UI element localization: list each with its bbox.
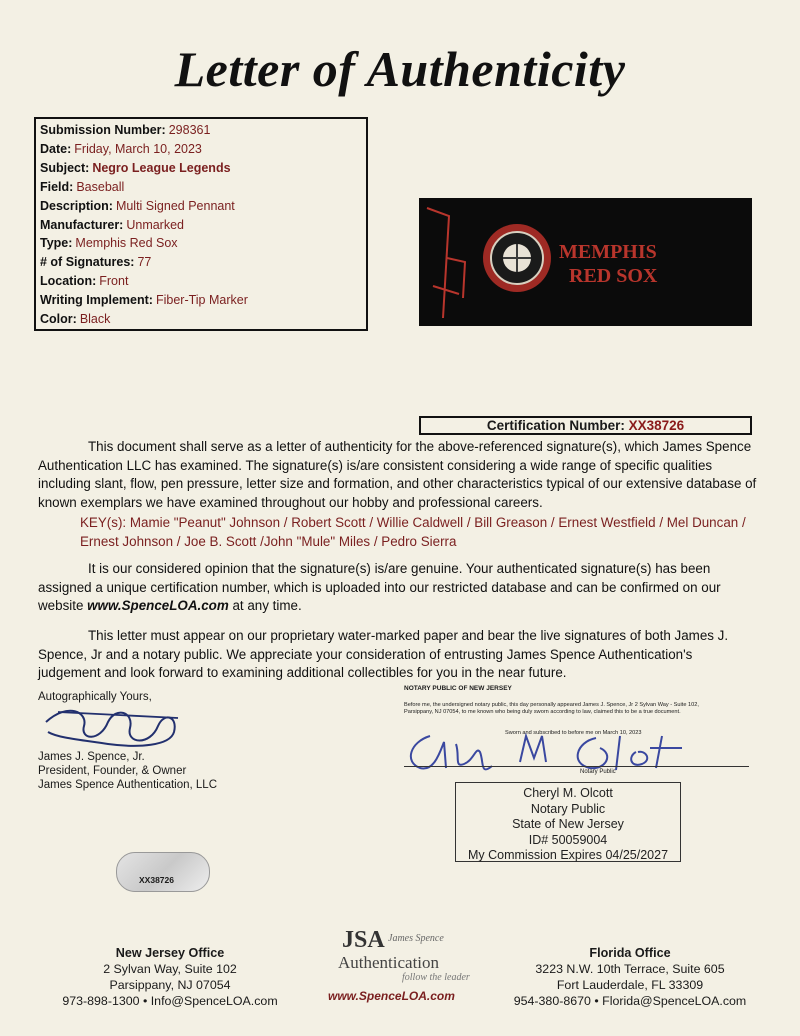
detail-label: Description: — [40, 198, 113, 213]
signature-keys: KEY(s): Mamie "Peanut" Johnson / Robert Scott / Willie Caldwell / Bill Greason / Ernest Westfield / Mel Duncan / Ernest Johnson / Joe B. Scott /John "Mule" Miles / Pedro Sierra — [80, 515, 746, 549]
stamp-line: Notary Public — [530, 801, 606, 816]
paragraph-1: This document shall serve as a letter of authenticity for the above-referenced signature(s), which James Spence Authentication LLC has examined. The signature(s) is/are consistent considering a wide range of specific qualities including slant, flow, pen pressure, letter size and formation, and other characteristics typical of our extensive database of known exemplars we have examined throughout our hobby and professional careers. — [38, 439, 757, 510]
detail-value: Front — [99, 274, 129, 289]
fl-office-heading: Florida Office — [589, 946, 671, 960]
pennant-image — [419, 198, 752, 326]
detail-label: Subject: — [40, 160, 90, 175]
stamp-line: Cheryl M. Olcott — [523, 786, 613, 800]
signer-name: James J. Spence, Jr. — [38, 751, 145, 763]
detail-row — [40, 291, 362, 310]
nj-office-contact: 973-898-1300 • Info@SpenceLOA.com — [62, 994, 278, 1008]
fl-office-block — [510, 945, 750, 1009]
detail-value: Black — [79, 312, 111, 327]
nj-office-line: Parsippany, NJ 07054 — [109, 978, 231, 992]
detail-label: Field: — [40, 179, 74, 194]
logo-url: www.SpenceLOA.com — [328, 989, 455, 1003]
fl-office-line: 3223 N.W. 10th Terrace, Suite 605 — [535, 962, 725, 976]
logo-james-spence-text: James Spence — [388, 933, 444, 944]
spence-signature-block — [38, 690, 218, 791]
detail-label: Submission Number: — [40, 123, 166, 137]
logo-tagline: follow the leader — [402, 972, 470, 983]
notary-sworn-text: Sworn and subscribed to before me on March 10, 2023 — [505, 730, 642, 736]
fl-office-line: Fort Lauderdale, FL 33309 — [556, 978, 704, 992]
submission-details-box — [34, 117, 368, 331]
certification-number-box — [419, 416, 752, 435]
page-title: Letter of Authenticity — [174, 41, 626, 97]
detail-label: Date: — [40, 141, 72, 156]
spence-signature-image — [38, 692, 198, 752]
detail-label: Writing Implement: — [40, 293, 153, 308]
jsa-logo — [318, 925, 478, 1015]
nj-office-line: 2 Sylvan Way, Suite 102 — [103, 962, 237, 976]
stamp-line: State of New Jersey — [512, 817, 624, 832]
detail-label: Location: — [40, 274, 97, 289]
nj-office-heading: New Jersey Office — [115, 946, 225, 960]
hologram-sticker — [116, 852, 210, 892]
detail-row — [40, 178, 362, 197]
detail-value: Friday, March 10, 2023 — [74, 141, 202, 156]
signer-company: James Spence Authentication, LLC — [38, 779, 218, 791]
detail-row — [40, 234, 362, 253]
detail-row — [40, 272, 362, 291]
hologram-number: XX38726 — [139, 875, 174, 885]
detail-value: Negro League Legends — [92, 160, 231, 175]
detail-value: Multi Signed Pennant — [115, 198, 235, 213]
detail-label: Color: — [40, 312, 77, 327]
detail-value: Baseball — [76, 179, 125, 194]
paragraph-2-text-b: at any time. — [228, 598, 302, 613]
detail-value: 77 — [137, 255, 152, 270]
detail-value: Fiber-Tip Marker — [155, 293, 248, 308]
pennant-photo — [419, 198, 752, 326]
detail-row — [40, 197, 362, 216]
nj-office-block — [50, 945, 290, 1009]
stamp-line: ID# 50059004 — [528, 832, 608, 847]
notary-text: Before me, the undersigned notary public, this day personally appeared James J. Spence, Jr 2 Sylvan Way - Suite 102, Parsippany, NJ 07054, to me known who being duly sworn according to law, claimed this to be a true document. — [404, 702, 699, 715]
detail-value: 298361 — [168, 123, 211, 137]
notary-signature-image — [400, 722, 720, 782]
paragraph-2-text-a: It is our considered opinion that the signature(s) is/are genuine. Your authenticated signature(s) has been assigned a unique certification number, which is uploaded into our restricted database and can be confirmed on our website — [38, 561, 721, 613]
closing-text: Autographically Yours, — [38, 691, 152, 703]
stamp-line: My Commission Expires 04/25/2027 — [467, 848, 669, 863]
detail-row — [40, 159, 362, 178]
paragraph-3: This letter must appear on our proprietary water-marked paper and bear the live signatures of both James J. Spence, Jr and a notary public. We appreciate your consideration of entrusting James Spence Authentication's judgement and look forward to examining additional collectibles for you in the near future. — [38, 628, 729, 680]
detail-value: Unmarked — [126, 217, 185, 232]
notary-stamp — [455, 782, 681, 862]
detail-label: Manufacturer: — [40, 217, 124, 232]
detail-row — [40, 310, 362, 329]
certification-label: Certification Number: — [486, 418, 625, 433]
logo-jsa-text: JSA — [342, 927, 385, 953]
pennant-text-line1: MEMPHIS — [559, 241, 657, 263]
detail-row — [40, 253, 362, 272]
detail-row — [40, 121, 362, 140]
detail-row — [40, 216, 362, 235]
notary-heading: NOTARY PUBLIC OF NEW JERSEY — [404, 685, 512, 692]
detail-label: # of Signatures: — [40, 255, 135, 270]
fl-office-contact: 954-380-8670 • Florida@SpenceLOA.com — [513, 994, 747, 1008]
detail-label: Type: — [40, 236, 73, 251]
website-link[interactable]: www.SpenceLOA.com — [87, 598, 229, 613]
logo-authentication-text: Authentication — [338, 953, 440, 972]
detail-row — [40, 140, 362, 159]
paragraph-2 — [38, 560, 758, 616]
detail-value: Memphis Red Sox — [75, 236, 178, 251]
certification-number: XX38726 — [628, 418, 685, 433]
notary-signature-label: Notary Public — [580, 769, 616, 775]
signer-title: President, Founder, & Owner — [38, 765, 187, 777]
pennant-text-line2: RED SOX — [569, 265, 658, 287]
notary-signature-line — [404, 766, 749, 767]
